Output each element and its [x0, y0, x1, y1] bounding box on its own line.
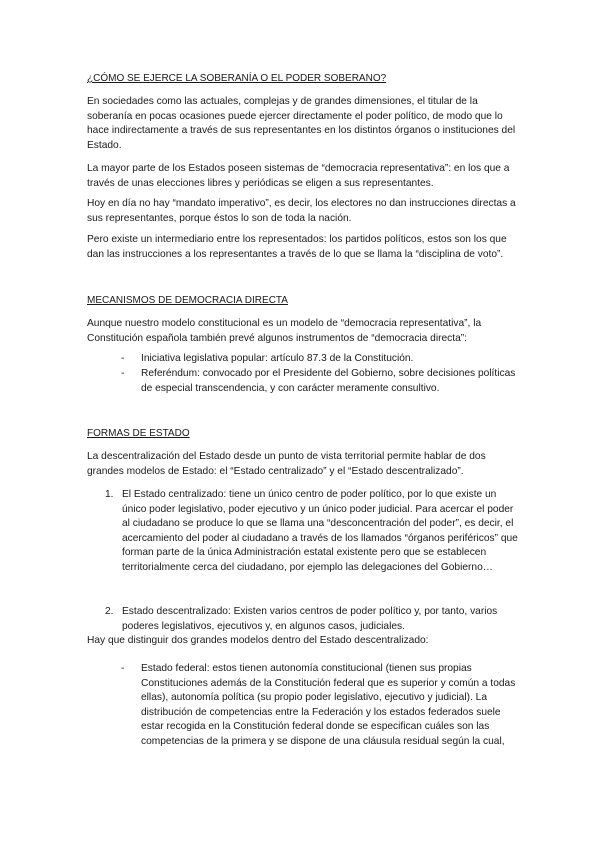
- paragraph-formas-intro: La descentralización del Estado desde un punto de vista territorial permite hablar de dos grandes modelos de Estado: el “Estado centralizado” y el “Estado descentralizado”.: [87, 451, 486, 477]
- paragraph-mecanismos-intro: Aunque nuestro modelo constitucional es un modelo de “democracia representativa”, la Constitución española también prevé algunos instrumentos de “democracia directa”:: [87, 318, 482, 344]
- list-item: Iniciativa legislativa popular: artículo 87.3 de la Constitución.: [141, 353, 414, 364]
- paragraph-soberania-4: Pero existe un intermediario entre los representados: los partidos políticos, estos son los que dan las instrucciones a los representantes a través de lo que se llama la “disciplina de voto”.: [87, 234, 507, 260]
- list-bullet: -: [121, 353, 125, 364]
- section-heading-formas: FORMAS DE ESTADO: [87, 428, 190, 439]
- section-heading-mecanismos: MECANISMOS DE DEMOCRACIA DIRECTA: [87, 295, 288, 306]
- paragraph-soberania-3: Hoy en día no hay “mandato imperativo”, es decir, los electores no dan instrucciones directas a sus representantes, porque éstos lo son de toda la nación.: [87, 198, 516, 224]
- list-bullet: -: [121, 663, 125, 674]
- list-item-estado-federal: Estado federal: estos tienen autonomía constitucional (tienen sus propias Constituciones además de la Constitución federal que es superior y común a todas ellas), autonomía política (su propio poder legislativo, ejecutivo y judicial). La distribución de competencias entre la Federación y los estados federados suele estar recogida en la Constitución federal donde se especifican cuáles son las competencias de la primera y se dispone de una cláusula residual según la cual,: [141, 663, 516, 747]
- paragraph-soberania-1: En sociedades como las actuales, complejas y de grandes dimensiones, el titular de la soberanía en pocas ocasiones puede ejercer directamente el poder político, de modo que lo hace indirectamente a través de sus representantes en los distintos órganos o instituciones del Estado.: [87, 96, 516, 151]
- list-item: Referéndum: convocado por el Presidente del Gobierno, sobre decisiones políticas de especial transcendencia, y con carácter meramente consultivo.: [141, 368, 516, 394]
- list-number: 1.: [105, 489, 114, 500]
- list-item-descentralizado: Estado descentralizado: Existen varios centros de poder político y, por tanto, varios poderes legislativos, ejecutivos y, en algunos casos, judiciales.: [122, 606, 498, 632]
- paragraph-distinguir: Hay que distinguir dos grandes modelos dentro del Estado descentralizado:: [87, 635, 429, 646]
- list-number: 2.: [105, 606, 114, 617]
- section-heading-soberania: ¿CÓMO SE EJERCE LA SOBERANÍA O EL PODER SOBERANO?: [87, 73, 387, 84]
- list-item-centralizado: El Estado centralizado: tiene un único centro de poder político, por lo que existe un único poder legislativo, poder ejecutivo y un único poder judicial. Para acercar el poder al ciudadano se produce lo que se llama una “desconcentración del poder”, es decir, el acercamiento del poder al ciudadano a través de los llamados “órganos periféricos” que forman parte de la única Administración estatal existente pero que se establecen territorialmente cerca del ciudadano, por ejemplo las delegaciones del Gobierno…: [122, 489, 518, 573]
- paragraph-soberania-2: La mayor parte de los Estados poseen sistemas de “democracia representativa”: en los que a través de unas elecciones libres y periódicas se eligen a sus representantes.: [87, 163, 510, 189]
- list-bullet: -: [121, 368, 125, 379]
